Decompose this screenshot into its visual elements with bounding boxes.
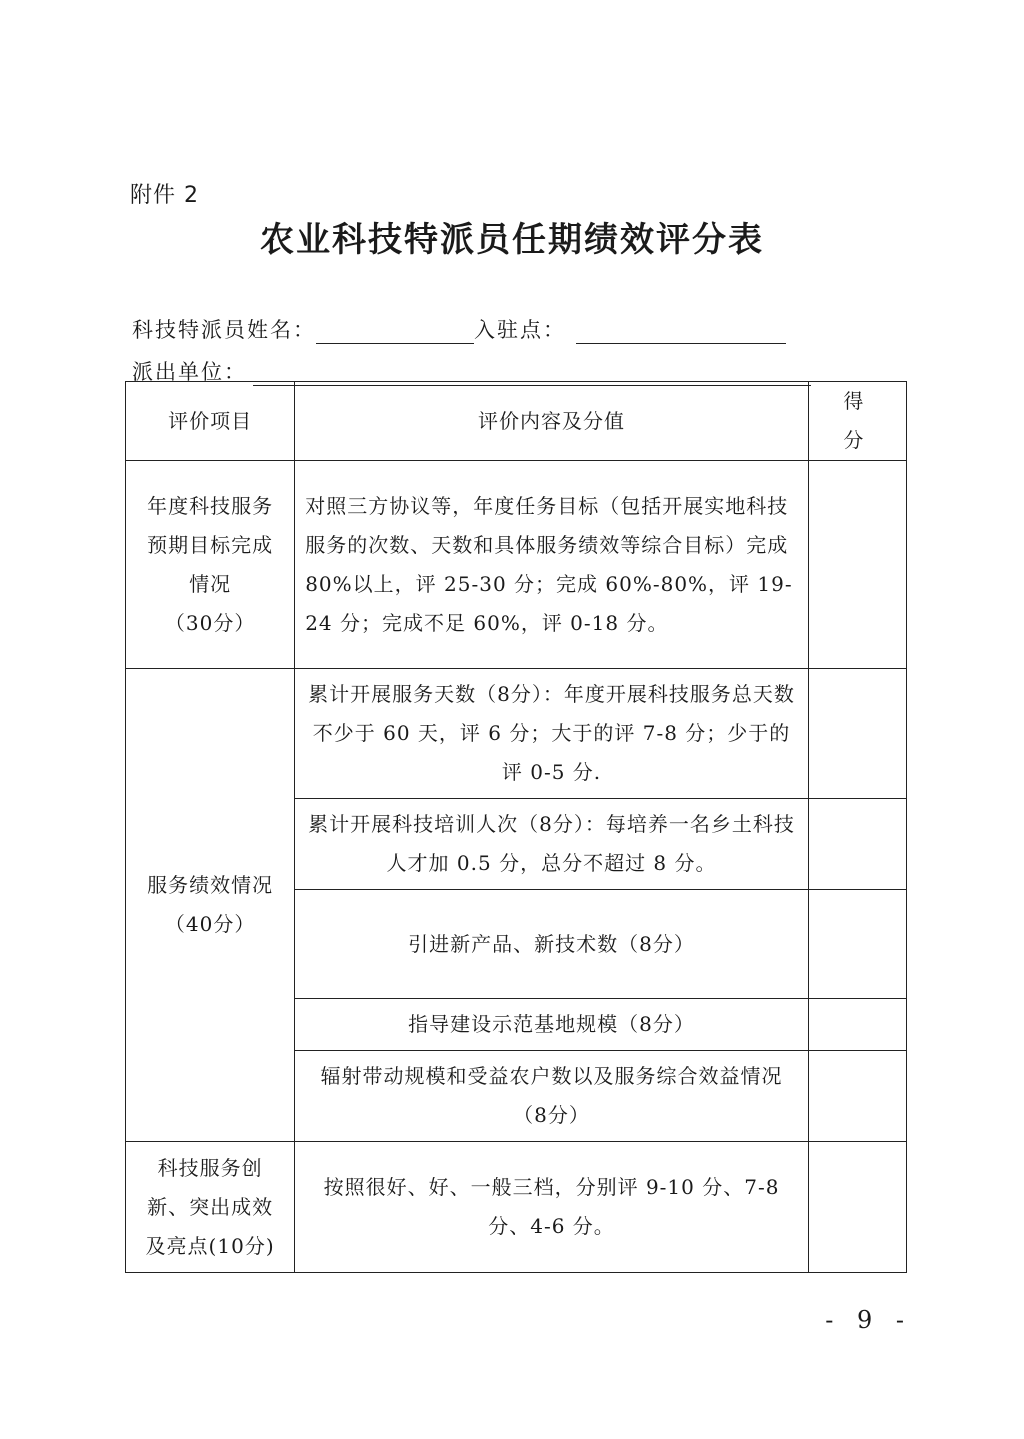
item-line: 科技服务创: [157, 1155, 263, 1180]
content-annual-target: 对照三方协议等，年度任务目标（包括开展实地科技服务的次数、天数和具体服务绩效等综合目标）完成 80%以上，评 25-30 分；完成 60%-80%，评 19-24 分；完成不足 60%，评 0-18 分。: [295, 461, 809, 669]
name-blank[interactable]: [316, 319, 474, 344]
station-label: 入驻点：: [474, 318, 566, 342]
item-innovation: [126, 1142, 295, 1273]
score-table: [125, 381, 920, 1273]
item-service-performance: [126, 669, 295, 1142]
score-cell[interactable]: [808, 999, 906, 1051]
item-annual-target: [126, 461, 295, 669]
content-new-products: 引进新产品、新技术数（8分）: [295, 890, 809, 999]
header-item: 评价项目: [126, 382, 295, 461]
item-line: 新、突出成效: [147, 1194, 274, 1219]
table-row: [126, 669, 907, 799]
table-header-row: [126, 382, 907, 461]
score-cell[interactable]: [808, 890, 906, 999]
score-cell[interactable]: [808, 1142, 906, 1273]
item-line: 情况: [189, 571, 232, 596]
item-line: 年度科技服务: [147, 493, 274, 518]
score-cell[interactable]: [808, 669, 906, 799]
content-innovation: 按照很好、好、一般三档，分别评 9-10 分、7-8 分、4-6 分。: [295, 1142, 809, 1273]
header-content: 评价内容及分值: [295, 382, 809, 461]
unit-label: 派出单位：: [132, 360, 247, 384]
document-title: 农业科技特派员任期绩效评分表: [260, 220, 764, 260]
content-radiation-effect: 辐射带动规模和受益农户数以及服务综合效益情况（8分）: [295, 1051, 809, 1142]
score-cell[interactable]: [808, 799, 906, 890]
content-demo-base: 指导建设示范基地规模（8分）: [295, 999, 809, 1051]
table-row: [126, 1142, 907, 1273]
table-row: [126, 461, 907, 669]
station-blank[interactable]: [576, 319, 786, 344]
score-cell[interactable]: [808, 1051, 906, 1142]
header-score: 得 分: [808, 382, 906, 461]
content-service-days: 累计开展服务天数（8分）：年度开展科技服务总天数不少于 60 天，评 6 分；大于的评 7-8 分；少于的评 0-5 分.: [295, 669, 809, 799]
item-line: 及亮点(10分): [145, 1233, 275, 1258]
item-line: （30分）: [164, 610, 256, 635]
page-number: - 9 -: [825, 1306, 912, 1334]
name-label: 科技特派员姓名：: [132, 318, 316, 342]
attachment-label: 附件 2: [130, 183, 199, 208]
item-line: 预期目标完成: [147, 532, 274, 557]
name-station-row: [132, 314, 786, 344]
item-line: 服务绩效情况: [147, 873, 274, 897]
content-training: 累计开展科技培训人次（8分）：每培养一名乡土科技人才加 0.5 分，总分不超过 8 分。: [295, 799, 809, 890]
item-line: （40分）: [164, 912, 256, 936]
score-cell[interactable]: [808, 461, 906, 669]
